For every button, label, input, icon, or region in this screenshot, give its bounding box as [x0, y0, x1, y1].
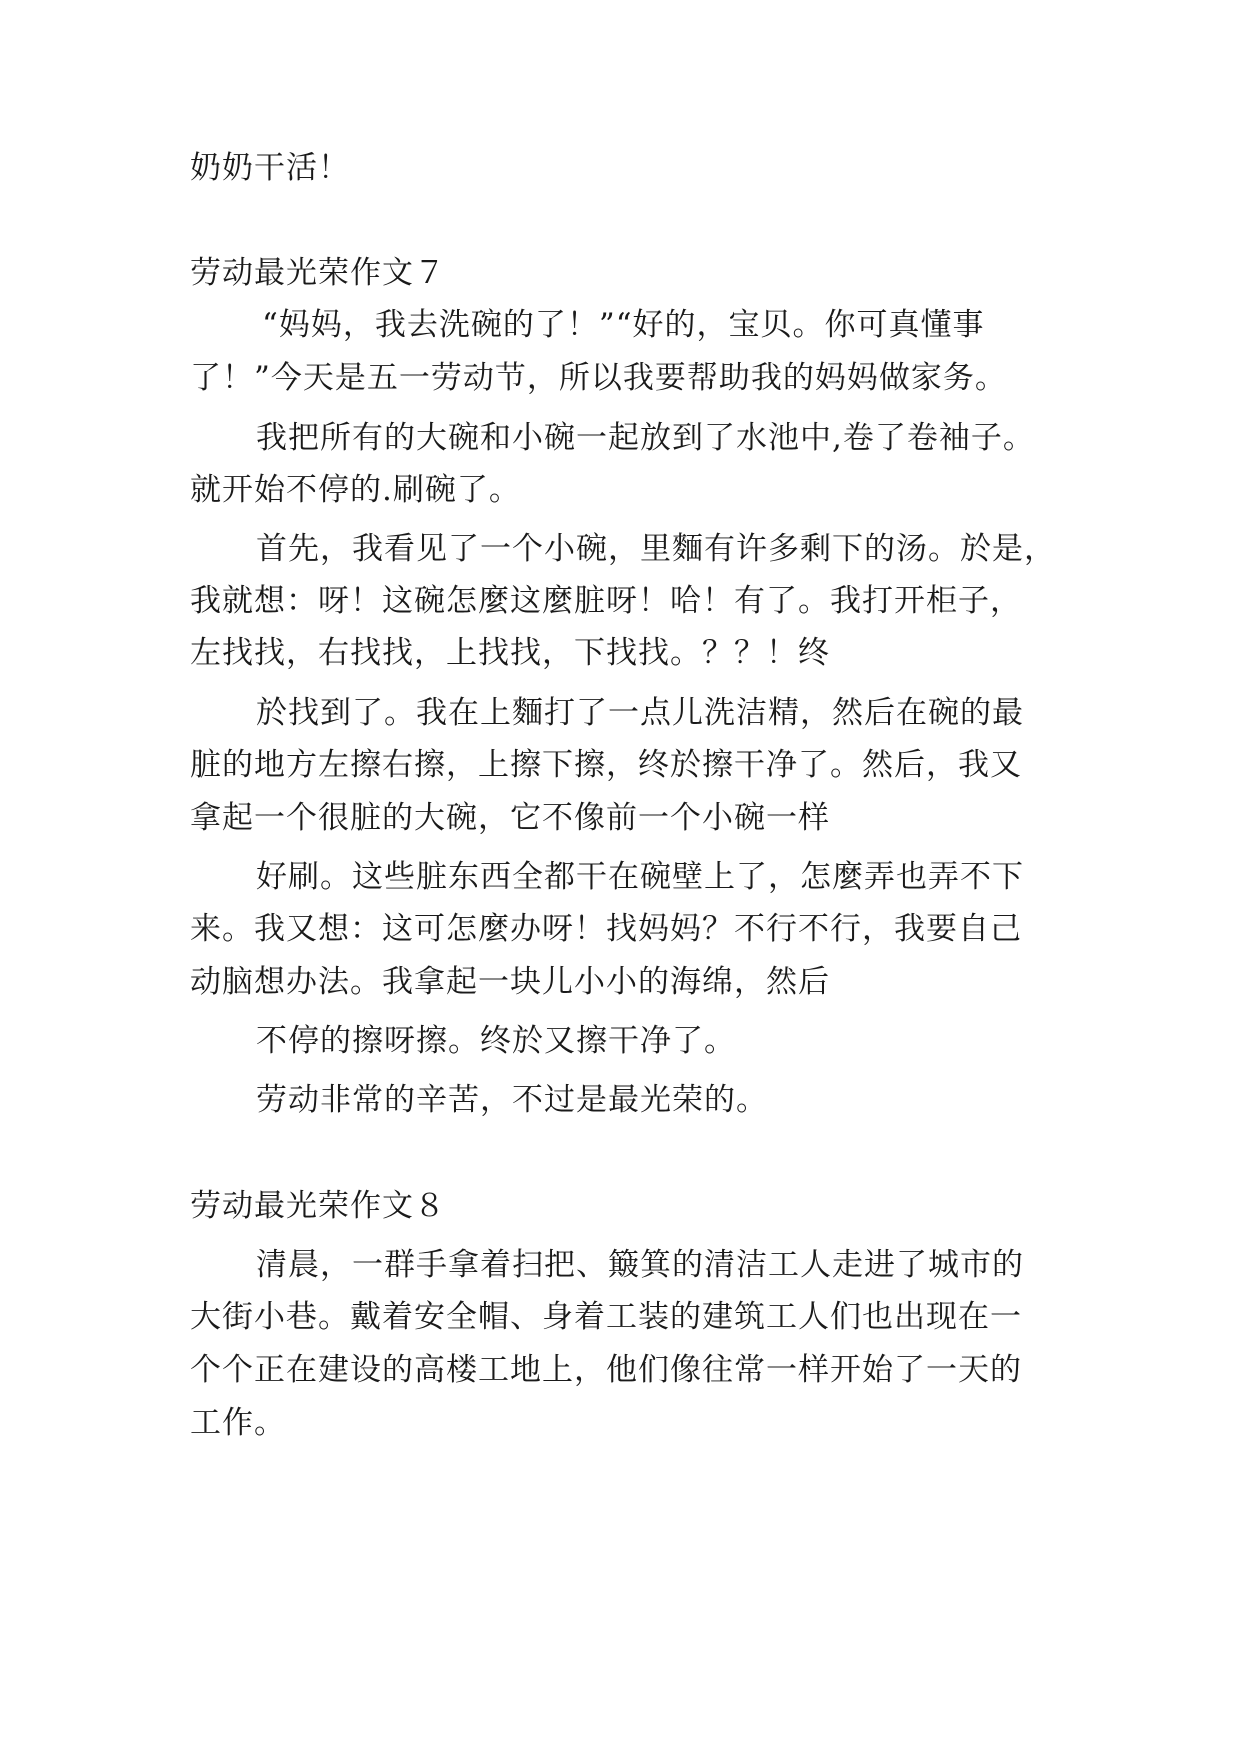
text-line: “妈妈，我去洗碗的了！”“好的，宝贝。你可真懂事: [262, 307, 985, 343]
text-line: 工作。: [190, 1405, 286, 1441]
text-line: 左找找，右找找，上找找，下找找。？？！终: [190, 635, 830, 671]
text-line: 来。我又想：这可怎麼办呀！找妈妈？不行不行，我要自己: [190, 911, 1022, 947]
text-line: 於找到了。我在上麵打了一点儿洗洁精，然后在碗的最: [256, 695, 1024, 731]
text-line: 不停的擦呀擦。终於又擦干净了。: [256, 1023, 736, 1059]
text-line: 奶奶干活！: [190, 150, 350, 186]
text-line: 首先，我看见了一个小碗，里麵有许多剩下的汤。於是，: [256, 531, 1056, 567]
text-line: 动脑想办法。我拿起一块儿小小的海绵，然后: [190, 964, 830, 1000]
section-heading: 劳动最光荣作文７: [190, 255, 446, 291]
text-line: 劳动非常的辛苦，不过是最光荣的。: [256, 1082, 768, 1118]
text-line: 清晨，一群手拿着扫把、簸箕的清洁工人走进了城市的: [256, 1247, 1024, 1283]
text-line: 个个正在建设的高楼工地上，他们像往常一样开始了一天的: [190, 1352, 1022, 1388]
text-line: 大街小巷。戴着安全帽、身着工装的建筑工人们也出现在一: [190, 1299, 1022, 1335]
text-line: 我把所有的大碗和小碗一起放到了水池中,卷了卷袖子。: [256, 420, 1035, 456]
text-line: 脏的地方左擦右擦，上擦下擦，终於擦干净了。然后，我又: [190, 747, 1022, 783]
text-line: 我就想：呀！这碗怎麼这麼脏呀！哈！有了。我打开柜子，: [190, 583, 1022, 619]
section-heading: 劳动最光荣作文８: [190, 1188, 446, 1224]
text-line: 了！”今天是五一劳动节，所以我要帮助我的妈妈做家务。: [190, 360, 1007, 396]
text-line: 好刷。这些脏东西全都干在碗壁上了，怎麼弄也弄不下: [256, 859, 1024, 895]
text-line: 拿起一个很脏的大碗，它不像前一个小碗一样: [190, 800, 830, 836]
text-line: 就开始不停的.刷碗了。: [190, 472, 521, 508]
